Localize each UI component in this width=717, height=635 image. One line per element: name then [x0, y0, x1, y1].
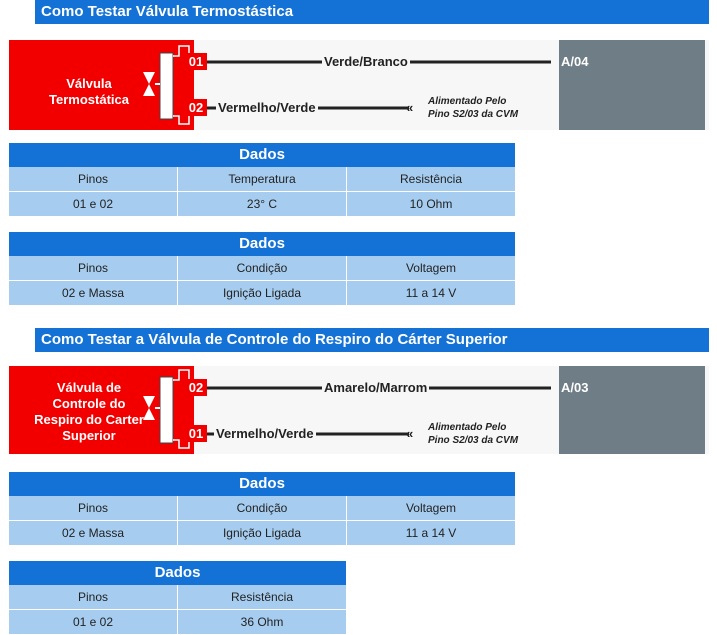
table1-data-row [9, 191, 515, 216]
table4-header-cell: Pinos [9, 585, 178, 609]
component-label: Válvula Termostática [49, 76, 129, 107]
power-note: Alimentado Pelo Pino S2/03 da CVM [428, 96, 519, 120]
table3-cell: 11 a 14 V [347, 521, 515, 545]
component-label: Válvula de Controle do Respiro do Carter Superior [34, 380, 144, 443]
connector-box [559, 40, 705, 130]
pin-top-tag: 02 [185, 379, 207, 396]
table4-data-row [9, 609, 346, 634]
table1-cell: 23° C [178, 192, 347, 216]
table4-cell: 01 e 02 [9, 610, 178, 634]
table2-cell: Ignição Ligada [178, 281, 347, 305]
section1-diagram [9, 40, 709, 130]
table3-header-cell: Pinos [9, 496, 178, 520]
table1-title: Dados [9, 143, 515, 167]
section2-diagram [9, 366, 709, 454]
valve-triangle-bottom [143, 84, 155, 96]
pin-bottom-tag: 02 [185, 99, 207, 116]
wire-bottom-label: Vermelho/Verde [218, 100, 316, 115]
table2-cell: 02 e Massa [9, 281, 178, 305]
table3-cell: 02 e Massa [9, 521, 178, 545]
table1-cell: 01 e 02 [9, 192, 178, 216]
table2-header-row [9, 256, 515, 280]
table3-header-cell: Voltagem [347, 496, 515, 520]
pin-bottom-tag: 01 [185, 425, 207, 442]
wire-top-label: Amarelo/Marrom [324, 380, 428, 395]
table4-title: Dados [9, 561, 346, 585]
table4-header-row [9, 585, 346, 609]
table2-header-cell: Voltagem [347, 256, 515, 280]
table1-header-cell: Pinos [9, 167, 178, 191]
table3-header-row [9, 496, 515, 520]
table2-cell: 11 a 14 V [347, 281, 515, 305]
table3-title: Dados [9, 472, 515, 496]
table1-header-row [9, 167, 515, 191]
wire-top-label: Verde/Branco [324, 54, 408, 69]
table2-header-cell: Condição [178, 256, 347, 280]
connector-box [559, 366, 705, 454]
table1-header-cell: Temperatura [178, 167, 347, 191]
wire-bottom-label: Vermelho/Verde [216, 426, 314, 441]
connector-label: A/03 [559, 378, 595, 397]
valve-triangle-bottom [143, 408, 155, 420]
valve-body [160, 377, 173, 443]
power-note: Alimentado Pelo Pino S2/03 da CVM [428, 422, 519, 446]
valve-triangle-top [143, 72, 155, 84]
valve-triangle-top [143, 396, 155, 408]
pin-top-tag: 01 [185, 53, 207, 70]
table2-title: Dados [9, 232, 515, 256]
connector-label: A/04 [559, 52, 595, 71]
table2-data-row [9, 280, 515, 305]
table3-cell: Ignição Ligada [178, 521, 347, 545]
table4-cell: 36 Ohm [178, 610, 346, 634]
section2-title: Como Testar a Válvula de Controle do Respiro do Cárter Superior [35, 328, 709, 352]
table3-header-cell: Condição [178, 496, 347, 520]
table3-data-row [9, 520, 515, 545]
section1-title: Como Testar Válvula Termostástica [35, 0, 709, 24]
valve-body [160, 53, 173, 119]
double-chevron-left-icon: « [406, 100, 414, 115]
double-chevron-left-icon: « [406, 426, 414, 441]
table1-cell: 10 Ohm [347, 192, 515, 216]
table2-header-cell: Pinos [9, 256, 178, 280]
table4-header-cell: Resistência [178, 585, 346, 609]
table1-header-cell: Resistência [347, 167, 515, 191]
